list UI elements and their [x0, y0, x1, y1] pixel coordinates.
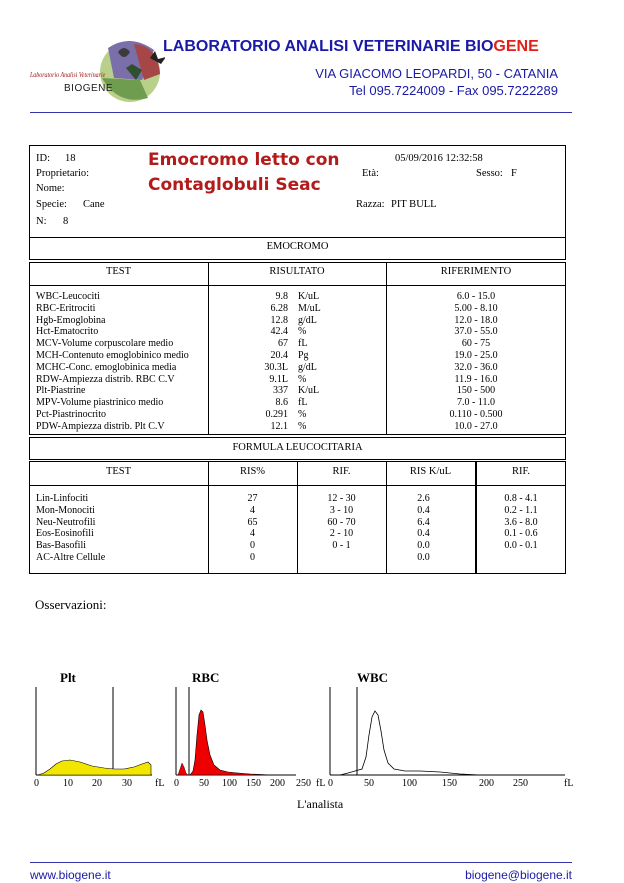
- formula-row: [0, 493, 624, 505]
- plt-tick: 10: [63, 778, 73, 789]
- rbc-curve-small: [178, 763, 188, 775]
- age-label: Età:: [362, 168, 379, 179]
- emocromo-value: 30.3L: [264, 361, 288, 373]
- overlay-title-line2: Contaglobuli Seac: [148, 175, 321, 195]
- emocromo-value: 12.8: [270, 314, 288, 326]
- emocromo-row: [0, 303, 624, 315]
- plt-tick: 0: [34, 778, 39, 789]
- emocromo-test-name: Hct-Ematocrito: [36, 326, 99, 338]
- formula-rif-pct: 0 - 1: [332, 540, 351, 552]
- rbc-unit: fL: [316, 778, 326, 789]
- emocromo-test-name: RBC-Eritrociti: [36, 302, 96, 314]
- emocromo-value: 20.4: [270, 350, 288, 361]
- formula-row: [0, 517, 624, 529]
- plt-tick: 30: [122, 778, 132, 789]
- emocromo-value: 42.4: [270, 326, 288, 338]
- emocromo-reference: 7.0 - 11.0: [457, 397, 495, 409]
- owner-label: Proprietario:: [36, 168, 90, 179]
- formula-ris-pct: 65: [247, 516, 258, 528]
- emocromo-unit: Pg: [298, 350, 309, 361]
- emocromo-value: 0.291: [265, 409, 288, 420]
- formula-rif-pct: 12 - 30: [327, 493, 356, 504]
- emocromo-test-name: Hgb-Emoglobina: [36, 314, 106, 326]
- emocromo-col-ref: RIFERIMENTO: [440, 266, 512, 277]
- emocromo-test-name: MCHC-Conc. emoglobinica media: [36, 361, 177, 373]
- emocromo-row: [0, 409, 624, 421]
- emocromo-row: [0, 291, 624, 303]
- emocromo-unit: fL: [298, 338, 308, 350]
- formula-ris-k: 0.0: [417, 552, 430, 563]
- wbc-tick: 250: [513, 778, 528, 789]
- sex-label: Sesso:: [476, 168, 503, 179]
- rbc-label: RBC: [192, 670, 220, 685]
- footer-rule: [30, 862, 572, 863]
- emocromo-test-name: MCV-Volume corpuscolare medio: [36, 338, 174, 350]
- formula-col-rif2: RIF.: [511, 466, 531, 477]
- n-value: 8: [63, 216, 69, 227]
- emocromo-rows: [0, 291, 624, 433]
- formula-ris-k: 6.4: [417, 516, 430, 528]
- header-rule: [30, 112, 572, 113]
- rbc-tick: 50: [199, 778, 209, 789]
- id-value: 18: [65, 153, 76, 164]
- emocromo-reference: 10.0 - 27.0: [454, 420, 498, 432]
- emocromo-value: 6.28: [270, 302, 288, 314]
- formula-rows: [0, 493, 624, 568]
- emocromo-test-name: MCH-Contenuto emoglobinico medio: [36, 350, 189, 361]
- plt-curve: [38, 760, 151, 775]
- emocromo-row: [0, 350, 624, 362]
- emocromo-value: 67: [278, 338, 288, 350]
- wbc-histogram: [328, 670, 573, 789]
- emocromo-row: [0, 421, 624, 433]
- formula-ris-pct: 27: [247, 493, 258, 504]
- formula-rif-k: 0.8 - 4.1: [504, 493, 538, 504]
- emocromo-unit: K/uL: [298, 291, 320, 302]
- lab-address: VIA GIACOMO LEOPARDI, 50 - CATANIA: [315, 66, 558, 81]
- rbc-histogram: [174, 670, 325, 789]
- species-value: Cane: [83, 199, 105, 210]
- emocromo-unit: fL: [298, 397, 308, 409]
- wbc-tick: 200: [479, 778, 494, 789]
- wbc-unit: fL: [564, 778, 574, 789]
- emocromo-test-name: MPV-Volume piastrinico medio: [36, 397, 164, 409]
- formula-col-ris-pct: RIS%: [239, 466, 266, 477]
- wbc-tick: 150: [442, 778, 457, 789]
- logo-wordmark: BIOGENE: [64, 83, 114, 94]
- emocromo-unit: %: [298, 373, 307, 385]
- emocromo-reference: 32.0 - 36.0: [454, 361, 498, 373]
- footer-email-link[interactable]: biogene@biogene.it: [465, 868, 572, 882]
- exam-datetime: 05/09/2016 12:32:58: [395, 153, 483, 164]
- rbc-tick: 250: [296, 778, 311, 789]
- rbc-tick: 200: [270, 778, 285, 789]
- emocromo-reference: 19.0 - 25.0: [454, 350, 498, 361]
- formula-rif-k: 0.0 - 0.1: [504, 540, 538, 552]
- emocromo-reference: 12.0 - 18.0: [454, 314, 498, 326]
- formula-ris-pct: 0: [250, 540, 255, 552]
- formula-rif-k: 3.6 - 8.0: [504, 516, 538, 528]
- formula-ris-pct: 0: [250, 552, 255, 563]
- formula-row: [0, 528, 624, 540]
- formula-test-name: AC-Altre Cellule: [36, 552, 106, 563]
- emocromo-value: 12.1: [270, 420, 288, 432]
- emocromo-row: [0, 362, 624, 374]
- emocromo-unit: K/uL: [298, 385, 320, 397]
- emocromo-test-name: Plt-Piastrine: [36, 385, 86, 397]
- emocromo-unit: g/dL: [298, 361, 317, 373]
- emocromo-row: [0, 315, 624, 327]
- formula-test-name: Mon-Monociti: [36, 504, 95, 516]
- breed-label: Razza:: [356, 199, 385, 210]
- emocromo-unit: %: [298, 326, 307, 338]
- formula-col-rif1: RIF.: [332, 466, 351, 477]
- formula-ris-pct: 4: [250, 504, 255, 516]
- formula-rif-pct: 3 - 10: [329, 504, 354, 516]
- emocromo-reference: 60 - 75: [461, 338, 491, 350]
- id-label: ID:: [36, 153, 50, 164]
- logo-script-text: Laboratorio Analisi Veterinarie: [30, 71, 106, 79]
- emocromo-reference: 150 - 500: [456, 385, 496, 397]
- n-label: N:: [36, 216, 47, 227]
- emocromo-reference: 11.9 - 16.0: [454, 373, 498, 385]
- formula-rif-k: 0.2 - 1.1: [504, 504, 538, 516]
- formula-ris-k: 0.0: [417, 540, 430, 552]
- formula-test-name: Lin-Linfociti: [36, 493, 89, 504]
- company-logo: [30, 28, 165, 108]
- emocromo-col-result: RISULTATO: [269, 266, 325, 277]
- emocromo-reference: 5.00 - 8.10: [454, 302, 498, 314]
- formula-rif-pct: 2 - 10: [329, 528, 354, 540]
- emocromo-reference: 37.0 - 55.0: [454, 326, 498, 338]
- formula-ris-k: 0.4: [417, 528, 430, 540]
- emocromo-title: EMOCROMO: [266, 241, 329, 252]
- emocromo-unit: %: [298, 409, 307, 420]
- wbc-tick: 100: [402, 778, 417, 789]
- emocromo-reference: 0.110 - 0.500: [449, 409, 503, 420]
- emocromo-unit: M/uL: [298, 302, 321, 314]
- emocromo-unit: %: [298, 420, 307, 432]
- wbc-label: WBC: [357, 670, 389, 685]
- breed-value: PIT BULL: [391, 199, 437, 210]
- formula-row: [0, 552, 624, 564]
- emocromo-col-test: TEST: [105, 266, 132, 277]
- formula-col-ris-k: RIS K/uL: [409, 466, 452, 477]
- emocromo-value: 9.8: [275, 291, 288, 302]
- overlay-title-line1: Emocromo letto con: [148, 150, 340, 170]
- sex-value: F: [511, 168, 517, 179]
- formula-col-test: TEST: [105, 466, 132, 477]
- emocromo-test-name: WBC-Leucociti: [36, 291, 100, 302]
- lab-title: LABORATORIO ANALISI VETERINARIE BIOGENE: [163, 38, 539, 55]
- emocromo-value: 8.6: [275, 397, 288, 409]
- rbc-tick: 100: [222, 778, 237, 789]
- formula-test-name: Bas-Basofili: [36, 540, 86, 552]
- emocromo-row: [0, 338, 624, 350]
- emocromo-unit: g/dL: [298, 314, 317, 326]
- rbc-tick: 0: [174, 778, 179, 789]
- plt-tick: 20: [92, 778, 102, 789]
- emocromo-test-name: Pct-Piastrinocrito: [36, 409, 106, 420]
- formula-ris-k: 2.6: [417, 493, 430, 504]
- plt-label: Plt: [60, 670, 76, 685]
- formula-row: [0, 505, 624, 517]
- rbc-tick: 150: [246, 778, 261, 789]
- emocromo-value: 337: [273, 385, 288, 397]
- analyst-signature-label: L'analista: [297, 797, 344, 811]
- emocromo-row: [0, 326, 624, 338]
- formula-rif-pct: 60 - 70: [327, 516, 356, 528]
- rbc-curve: [190, 710, 272, 775]
- emocromo-row: [0, 385, 624, 397]
- histogram-panel: [0, 665, 624, 800]
- emocromo-test-name: RDW-Ampiezza distrib. RBC C.V: [36, 373, 175, 385]
- plt-histogram: [34, 670, 164, 789]
- emocromo-reference: 6.0 - 15.0: [456, 291, 496, 302]
- formula-row: [0, 540, 624, 552]
- plt-unit: fL: [155, 778, 165, 789]
- emocromo-row: [0, 397, 624, 409]
- formula-title: FORMULA LEUCOCITARIA: [232, 442, 363, 453]
- wbc-tick: 0: [328, 778, 333, 789]
- formula-ris-pct: 4: [250, 528, 255, 540]
- formula-test-name: Neu-Neutrofili: [36, 516, 96, 528]
- name-label: Nome:: [36, 183, 65, 194]
- emocromo-value: 9.1L: [269, 373, 288, 385]
- footer-website-link[interactable]: www.biogene.it: [30, 868, 111, 882]
- formula-test-name: Eos-Eosinofili: [36, 528, 94, 540]
- wbc-tick: 50: [364, 778, 374, 789]
- emocromo-row: [0, 374, 624, 386]
- species-label: Specie:: [36, 199, 67, 210]
- formula-ris-k: 0.4: [417, 504, 430, 516]
- emocromo-test-name: PDW-Ampiezza distrib. Plt C.V: [36, 420, 165, 432]
- lab-phone: Tel 095.7224009 - Fax 095.7222289: [349, 83, 558, 98]
- observations-label: Osservazioni:: [35, 597, 107, 612]
- wbc-curve: [340, 711, 480, 775]
- formula-rif-k: 0.1 - 0.6: [504, 528, 538, 540]
